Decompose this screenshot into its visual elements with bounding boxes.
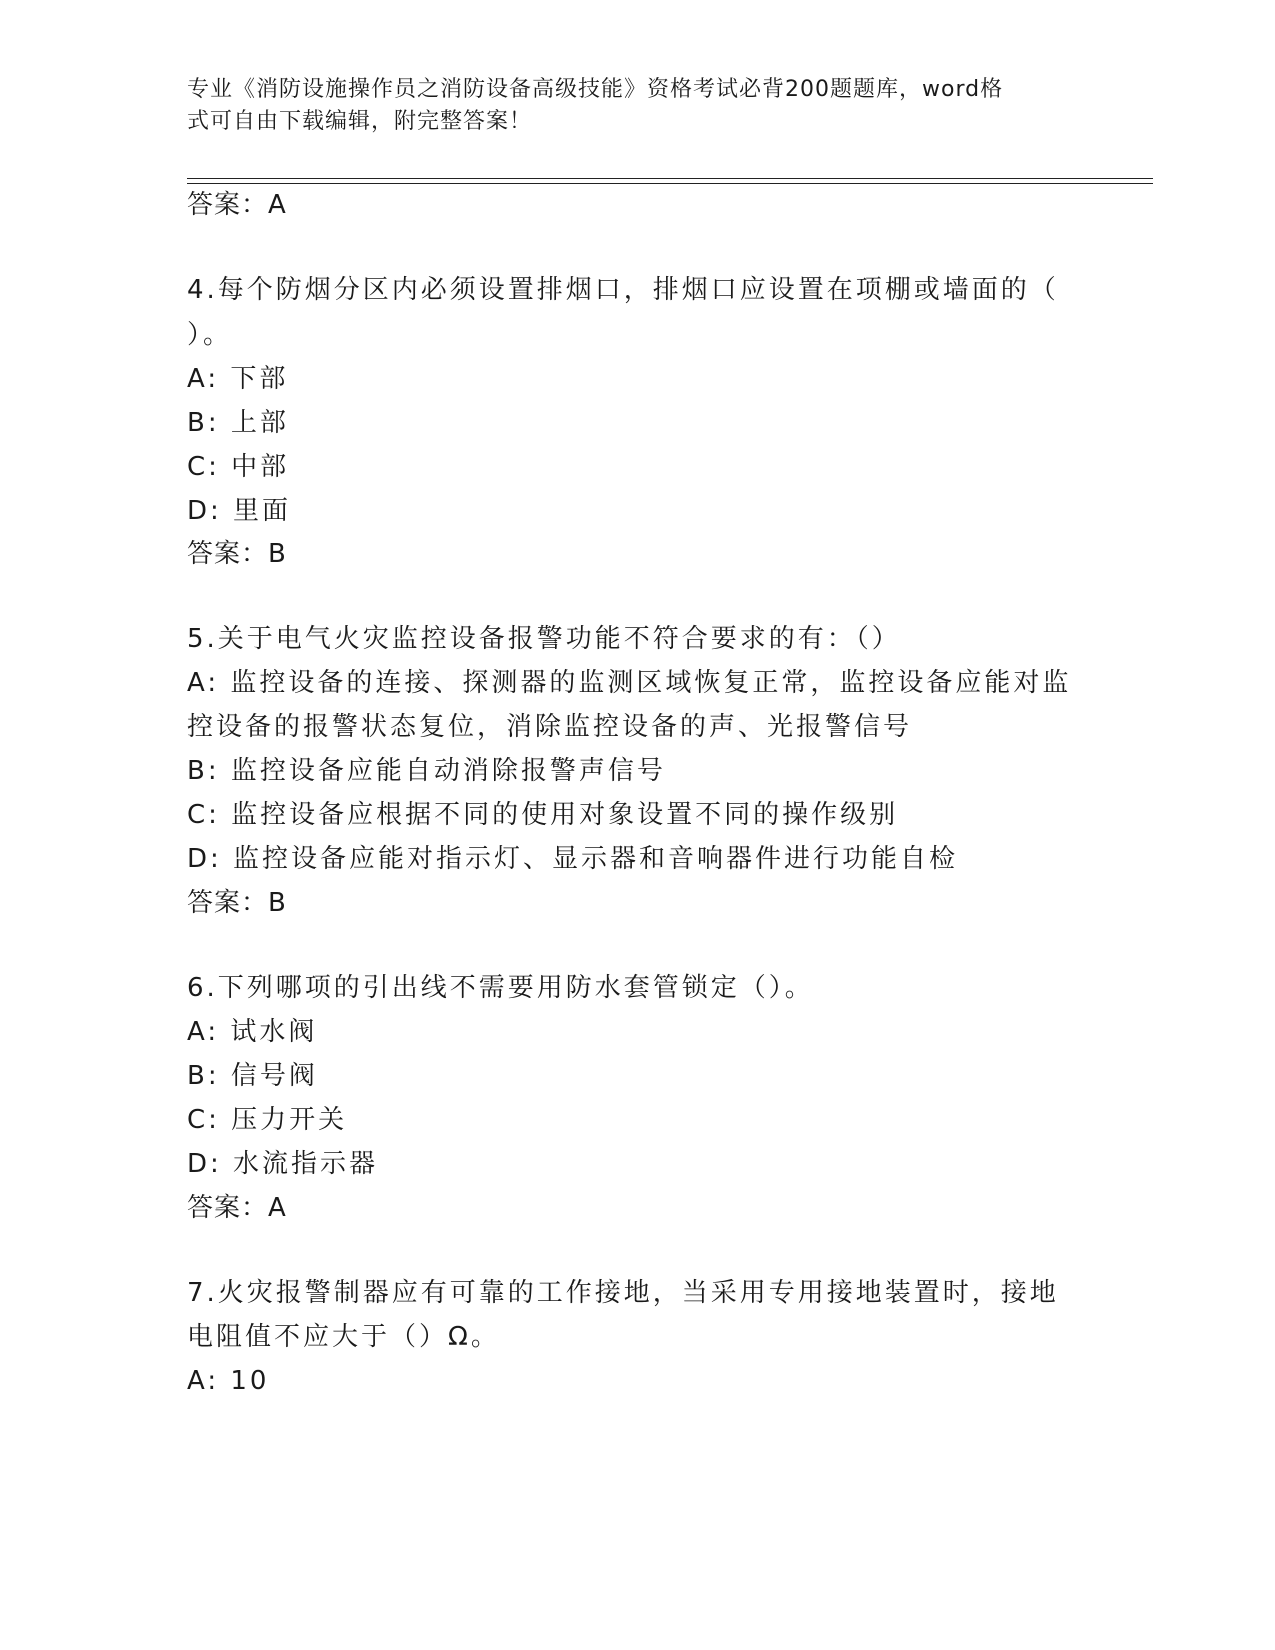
q6-option-d: D: 水流指示器 [187,1149,379,1179]
q7-option-a: A: 10 [187,1366,270,1396]
q6-answer: 答案：A [187,1193,287,1223]
q5-option-a-line-1: A: 监控设备的连接、探测器的监测区域恢复正常，监控设备应能对监 [187,668,1072,698]
q4-option-b: B: 上部 [187,408,289,438]
document-header [187,74,1067,138]
q4-stem-line-2: ）。 [187,320,233,350]
header-line-1: 专业《消防设施操作员之消防设备高级技能》资格考试必背200题题库，word格 [187,77,1004,102]
q4-stem-line-1: 4.每个防烟分区内必须设置排烟口，排烟口应设置在项棚或墙面的（ [187,275,1059,305]
q3-answer: 答案：A [187,190,287,220]
q5-option-a-line-2: 控设备的报警状态复位，消除监控设备的声、光报警信号 [187,712,913,742]
q6-option-a: A: 试水阀 [187,1017,318,1047]
q7-stem-line-1: 7.火灾报警制器应有可靠的工作接地，当采用专用接地装置时，接地 [187,1278,1059,1308]
header-line-2: 式可自由下载编辑，附完整答案！ [187,109,533,134]
q5-option-d: D: 监控设备应能对指示灯、显示器和音响器件进行功能自检 [187,844,959,874]
q6-stem-line-1: 6.下列哪项的引出线不需要用防水套管锁定（）。 [187,973,814,1003]
q4-answer: 答案：B [187,539,287,569]
q5-stem-line-1: 5.关于电气火灾监控设备报警功能不符合要求的有：（） [187,624,901,654]
q5-option-b: B: 监控设备应能自动消除报警声信号 [187,756,666,786]
q4-option-c: C: 中部 [187,452,290,482]
q4-option-a: A: 下部 [187,364,289,394]
q4-option-d: D: 里面 [187,496,292,526]
header-divider-bottom [187,183,1153,184]
q6-option-c: C: 压力开关 [187,1105,348,1135]
q6-option-b: B: 信号阀 [187,1061,318,1091]
header-divider-top [187,178,1153,179]
q5-answer: 答案：B [187,888,287,918]
q5-option-c: C: 监控设备应根据不同的使用对象设置不同的操作级别 [187,800,899,830]
q7-stem-line-2: 电阻值不应大于（）Ω。 [187,1322,500,1352]
